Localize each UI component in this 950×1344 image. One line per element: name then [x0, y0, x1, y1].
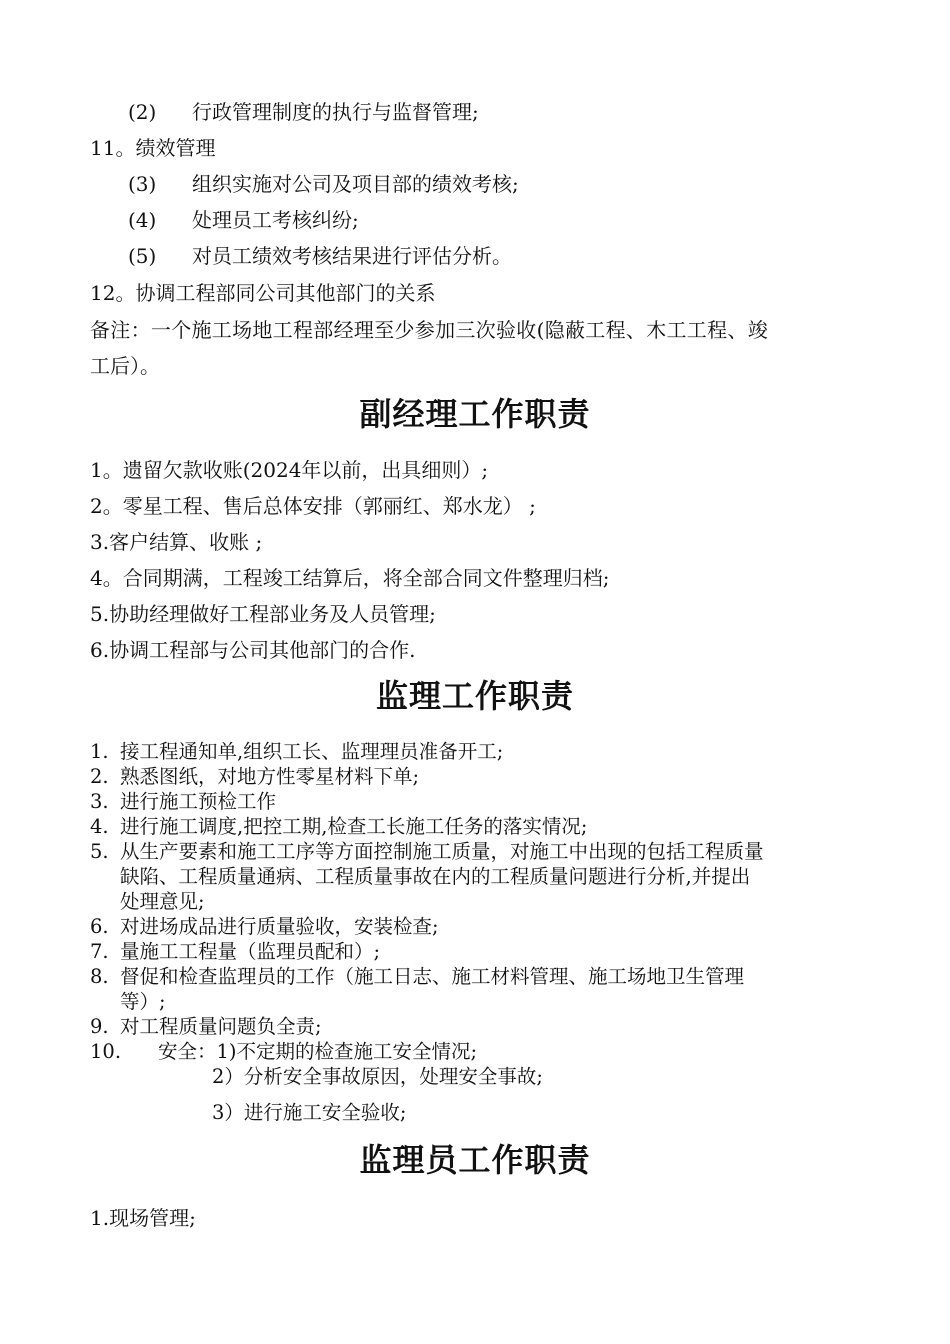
list-item-text: 处理员工考核纠纷; — [192, 208, 359, 232]
list-item-text: 从生产要素和施工工序等方面控制施工质量，对施工中出现的包括工程质量 — [120, 840, 764, 863]
list-item-text: 熟悉图纸，对地方性零星材料下单; — [120, 765, 420, 788]
item-number: (5) — [128, 244, 157, 268]
list-item: 4。合同期满，工程竣工结算后，将全部合同文件整理归档; — [90, 566, 610, 590]
item-number: 6. — [90, 915, 109, 938]
list-item-text: 等）; — [120, 990, 166, 1013]
note-line-1: 备注：一个施工场地工程部经理至少参加三次验收(隐蔽工程、木工工程、竣 — [90, 318, 769, 342]
item-number: 1. — [90, 740, 109, 763]
list-item-text: 对员工绩效考核结果进行评估分析。 — [192, 244, 512, 268]
section-item-11: 11。绩效管理 — [90, 136, 216, 160]
list-item-text: 量施工工程量（监理员配和）; — [120, 940, 381, 963]
list-item-text: 对工程质量问题负全责; — [120, 1015, 322, 1038]
list-item-text: 缺陷、工程质量通病、工程质量事故在内的工程质量问题进行分析,并提出 — [120, 865, 751, 888]
section-item-12: 12。协调工程部同公司其他部门的关系 — [90, 281, 436, 305]
list-item-text: 对进场成品进行质量验收，安装检查; — [120, 915, 439, 938]
list-item-text: 督促和检查监理员的工作（施工日志、施工材料管理、施工场地卫生管理 — [120, 965, 745, 988]
list-item — [128, 100, 156, 124]
item-number: 3. — [90, 790, 109, 813]
section-title-inspector: 监理员工作职责 — [359, 1141, 591, 1179]
list-item: 6.协调工程部与公司其他部门的合作. — [90, 638, 416, 662]
note-line-2: 工后）。 — [90, 354, 160, 378]
section-title-supervisor: 监理工作职责 — [375, 677, 574, 715]
list-item-text: 行政管理制度的执行与监督管理; — [192, 100, 479, 124]
item-number: (4) — [128, 208, 157, 232]
item-number: 2. — [90, 765, 109, 788]
item-number: (3) — [128, 172, 157, 196]
list-item: 1。遗留欠款收账(2024年以前，出具细则）; — [90, 458, 489, 482]
item-number: 5. — [90, 840, 109, 863]
list-item-text: 接工程通知单,组织工长、监理理员准备开工; — [120, 740, 504, 763]
list-item-text: 进行施工预检工作 — [120, 790, 277, 813]
list-item-text: 进行施工调度,把控工期,检查工长施工任务的落实情况; — [120, 815, 588, 838]
item-number: 8. — [90, 965, 109, 988]
list-item: 5.协助经理做好工程部业务及人员管理; — [90, 602, 436, 626]
item-number: 9. — [90, 1015, 109, 1038]
item-number: 7. — [90, 940, 109, 963]
list-item-text: 组织实施对公司及项目部的绩效考核; — [192, 172, 519, 196]
item-number: 10. — [90, 1040, 122, 1063]
list-item: 1.现场管理; — [90, 1206, 196, 1230]
list-item-text: 2）分析安全事故原因，处理安全事故; — [212, 1065, 543, 1088]
list-item-text: 安全：1)不定期的检查施工安全情况; — [158, 1040, 478, 1063]
section-title-deputy: 副经理工作职责 — [359, 395, 591, 433]
item-number: 4. — [90, 815, 109, 838]
item-number: (2) — [128, 100, 157, 124]
list-item: 2。零星工程、售后总体安排（郭丽红、郑水龙） ; — [90, 494, 536, 518]
list-item-text: 处理意见; — [120, 890, 205, 913]
list-item: 3.客户结算、收账 ; — [90, 530, 263, 554]
list-item-text: 3）进行施工安全验收; — [212, 1101, 407, 1124]
